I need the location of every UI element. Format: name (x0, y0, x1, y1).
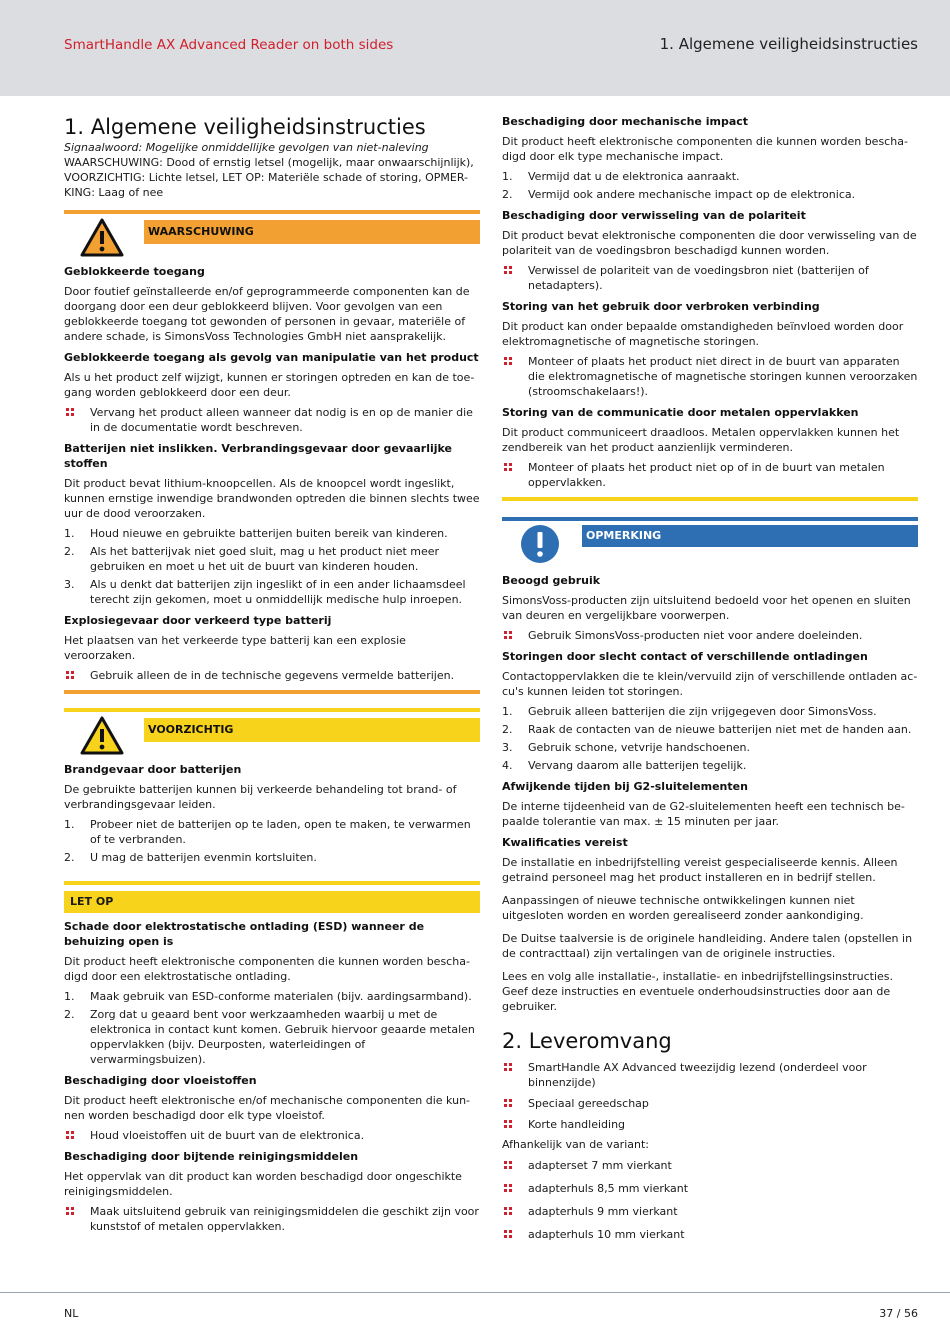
red-square-bullet-icon (504, 1063, 512, 1071)
section-heading: Beschadiging door verwisseling van de polariteit (502, 209, 806, 222)
section-heading: Storing van het gebruik door verbroken verbinding (502, 300, 820, 313)
paragraph: Dit product heeft elektronische componenten die kunnen worden beschadigd door elk type mechanische impact. (502, 135, 908, 163)
warning-label: WAARSCHUWING (144, 220, 480, 244)
red-square-bullet-icon (504, 1207, 512, 1215)
list-item: Korte handleiding (502, 1117, 918, 1132)
red-square-bullet-icon (504, 266, 512, 274)
list-item: adapterhuls 8,5 mm vierkant (502, 1181, 918, 1196)
paragraph: Dit product heeft elektronische componenten die kunnen worden beschadigd door een elektrostatische ontlading. (64, 955, 470, 983)
list-item: Maak uitsluitend gebruik van reinigingsmiddelen die geschikt zijn voor kunststof of metalen oppervlakken. (64, 1204, 480, 1234)
paragraph: Door foutief geïnstalleerde en/of geprogrammeerde componenten kan de doorgang door een deur geblokkeerd blijven. Voor gevolgen van een geblokkeerde toegang tot gewonden of personen in gevaar, materiële of andere schade, is SimonsVoss Technologies GmbH niet aansprakelijk. (64, 285, 470, 343)
footer-divider (0, 1292, 950, 1293)
paragraph: Lees en volg alle installatie-, installatie- en inbedrijfstellingsinstructies. Geef deze instructies en eventuele onderhoudsinstructies door aan de gebruiker. (502, 970, 894, 1013)
list-item: adapterhuls 10 mm vierkant (502, 1227, 918, 1242)
list-item: Gebruik alleen de in de technische gegevens vermelde batterijen. (64, 668, 480, 683)
section-heading: Batterijen niet inslikken. Verbrandingsgevaar door gevaarlijke stoffen (64, 442, 453, 470)
list-item: 1. Houd nieuwe en gebruikte batterijen buiten bereik van kinderen. (64, 527, 448, 540)
section-heading: Afwijkende tijden bij G2-sluitelementen (502, 780, 748, 793)
section-heading: Beschadiging door bijtende reinigingsmiddelen (64, 1150, 359, 1163)
list-item: 2. Raak de contacten van de nieuwe batterijen niet met de handen aan. (502, 723, 912, 736)
section-heading: Beoogd gebruik (502, 574, 601, 587)
page-number: 37 / 56 (879, 1307, 918, 1320)
list-item: 2. Zorg dat u geaard bent voor werkzaamheden waarbij u met de elektronica in contact kunt komen. Gebruik hiervoor geaarde metalen oppervlakken (bijv. Deurposten, waterleidingen of verwarmingsbuizen). (64, 1008, 475, 1066)
paragraph: Het plaatsen van het verkeerde type batterij kan een explosie veroorzaken. (64, 634, 406, 662)
red-square-bullet-icon (504, 1099, 512, 1107)
paragraph: Het oppervlak van dit product kan worden beschadigd door ongeschikte reinigingsmiddelen. (64, 1170, 462, 1198)
section-heading: Beschadiging door mechanische impact (502, 115, 749, 128)
red-square-bullet-icon (504, 357, 512, 365)
list-item: 1. Gebruik alleen batterijen die zijn vrijgegeven door SimonsVoss. (502, 705, 877, 718)
list-item: Houd vloeistoffen uit de buurt van de elektronica. (64, 1128, 480, 1143)
red-square-bullet-icon (66, 408, 74, 416)
note-label: OPMERKING (582, 525, 918, 547)
attention-label: LET OP (64, 891, 480, 913)
paragraph: De Duitse taalversie is de originele handleiding. Andere talen (opstellen in de contracttaal) zijn vertalingen van de originele instructies. (502, 932, 913, 960)
section-title: 1. Algemene veiligheidsinstructies (659, 35, 918, 53)
warning-triangle-icon (80, 218, 124, 258)
red-square-bullet-icon (504, 1120, 512, 1128)
paragraph: De gebruikte batterijen kunnen bij verkeerde behandeling tot brand- of verbrandingsgevaar leiden. (64, 783, 457, 811)
warning-triangle-icon (80, 716, 124, 756)
footer-language: NL (64, 1307, 79, 1320)
attention-notice (64, 881, 480, 913)
red-square-bullet-icon (504, 1161, 512, 1169)
red-square-bullet-icon (504, 463, 512, 471)
exclamation-circle-icon (520, 524, 564, 564)
red-square-bullet-icon (504, 1230, 512, 1238)
list-item: adapterhuls 9 mm vierkant (502, 1204, 918, 1219)
product-title: SmartHandle AX Advanced Reader on both sides (64, 37, 394, 53)
attention-end-bar (502, 497, 918, 501)
section-heading: Explosiegevaar door verkeerd type batterij (64, 614, 332, 627)
note-notice (502, 517, 918, 563)
paragraph: Als u het product zelf wijzigt, kunnen er storingen optreden en kan de toegang worden geblokkeerd door een deur. (64, 371, 475, 399)
page-header (0, 0, 950, 96)
list-item: 2. U mag de batterijen evenmin kortsluiten. (64, 851, 317, 864)
page-title: 1. Algemene veiligheidsinstructies (64, 115, 426, 139)
section-heading: Geblokkeerde toegang als gevolg van manipulatie van het product (64, 351, 479, 364)
red-square-bullet-icon (66, 1131, 74, 1139)
list-item: 3. Als u denkt dat batterijen zijn ingeslikt of in een ander lichaamsdeel terecht zijn gekomen, moet u onmiddellijk medische hulp inroepen. (64, 578, 466, 606)
paragraph: Contactoppervlakken die te klein/vervuild zijn of verschillende ontladen accu's kunnen leiden tot storingen. (502, 670, 918, 698)
list-item: 1. Vermijd dat u de elektronica aanraakt. (502, 170, 740, 183)
list-item: 4. Vervang daarom alle batterijen tegelijk. (502, 759, 747, 772)
list-item: Monteer of plaats het product niet direct in de buurt van apparaten die elektromagnetische of magnetische storingen kunnen veroorzaken (stroomschakelaars!). (502, 354, 918, 399)
list-item: Speciaal gereedschap (502, 1096, 918, 1111)
section-heading: Schade door elektrostatische ontlading (ESD) wanneer de behuizing open is (64, 920, 425, 948)
list-item: adapterset 7 mm vierkant (502, 1158, 918, 1173)
paragraph: Dit product communiceert draadloos. Metalen oppervlakken kunnen het zendbereik van het product aanzienlijk verminderen. (502, 426, 900, 454)
paragraph: De interne tijdeenheid van de G2-sluitelementen heeft een technisch bepaalde tolerantie van max. ± 15 minuten per jaar. (502, 800, 905, 828)
section-heading: Kwalificaties vereist (502, 836, 628, 849)
red-square-bullet-icon (504, 631, 512, 639)
intro-line: KING: Laag of nee (64, 186, 164, 199)
intro-line: WAARSCHUWING: Dood of ernstig letsel (mogelijk, maar onwaarschijnlijk), (64, 156, 474, 169)
list-item: Verwissel de polariteit van de voedingsbron niet (batterijen of netadapters). (502, 263, 918, 293)
list-item: Vervang het product alleen wanneer dat nodig is en op de manier die in de documentatie wordt beschreven. (64, 405, 480, 435)
paragraph: Dit product bevat lithium-knoopcellen. Als de knoopcel wordt ingeslikt, kunnen ernstige inwendige brandwonden optreden die binnen slechts twee uur de dood veroorzaken. (64, 477, 480, 520)
section-heading: Brandgevaar door batterijen (64, 763, 242, 776)
paragraph: Dit product heeft elektronische en/of mechanische componenten die kunnen worden beschadigd door elk type vloeistof. (64, 1094, 471, 1122)
caution-notice (64, 708, 480, 754)
list-item: 1. Probeer niet de batterijen op te laden, open te maken, te verwarmen of te verbranden. (64, 818, 471, 846)
section-heading: Geblokkeerde toegang (64, 265, 205, 278)
section-heading: Storingen door slecht contact of verschillende ontladingen (502, 650, 868, 663)
section-title-delivery: 2. Leveromvang (502, 1029, 672, 1053)
paragraph: Afhankelijk van de variant: (502, 1138, 649, 1151)
section-heading: Beschadiging door vloeistoffen (64, 1074, 257, 1087)
list-item: 1. Maak gebruik van ESD-conforme materialen (bijv. aardingsarmband). (64, 990, 472, 1003)
warning-notice (64, 210, 480, 256)
paragraph: SimonsVoss-producten zijn uitsluitend bedoeld voor het openen en sluiten van deuren en vergelijkbare voorwerpen. (502, 594, 911, 622)
right-column (502, 114, 918, 1250)
list-item: 2. Vermijd ook andere mechanische impact op de elektronica. (502, 188, 856, 201)
red-square-bullet-icon (504, 1184, 512, 1192)
list-item: 3. Gebruik schone, vetvrije handschoenen. (502, 741, 751, 754)
left-column (64, 112, 480, 1239)
intro-line: VOORZICHTIG: Lichte letsel, LET OP: Materiële schade of storing, OPMER- (64, 171, 468, 184)
caution-label: VOORZICHTIG (144, 718, 480, 742)
warning-end-bar (64, 690, 480, 694)
red-square-bullet-icon (66, 1207, 74, 1215)
list-item: Monteer of plaats het product niet op of in de buurt van metalen oppervlakken. (502, 460, 918, 490)
section-heading: Storing van de communicatie door metalen oppervlakken (502, 406, 859, 419)
paragraph: De installatie en inbedrijfstelling vereist gespecialiseerde kennis. Alleen getraind personeel mag het product installeren en in bedrijf stellen. (502, 856, 898, 884)
list-item: 2. Als het batterijvak niet goed sluit, mag u het product niet meer gebruiken en moet u het uit de buurt van kinderen houden. (64, 545, 440, 573)
paragraph: Dit product bevat elektronische componenten die door verwisseling van de polariteit van de voedingsbron beschadigd kunnen worden. (502, 229, 917, 257)
list-item: SmartHandle AX Advanced tweezijdig lezend (onderdeel voor binnenzijde) (502, 1060, 918, 1090)
signal-word-intro: Signaalwoord: Mogelijke onmiddellijke gevolgen van niet-naleving (64, 141, 429, 154)
red-square-bullet-icon (66, 671, 74, 679)
paragraph: Aanpassingen of nieuwe technische ontwikkelingen kunnen niet uitgesloten worden en worden gerealiseerd zonder aankondiging. (502, 894, 864, 922)
list-item: Gebruik SimonsVoss-producten niet voor andere doeleinden. (502, 628, 918, 643)
paragraph: Dit product kan onder bepaalde omstandigheden beïnvloed worden door elektromagnetische of magnetische storingen. (502, 320, 904, 348)
